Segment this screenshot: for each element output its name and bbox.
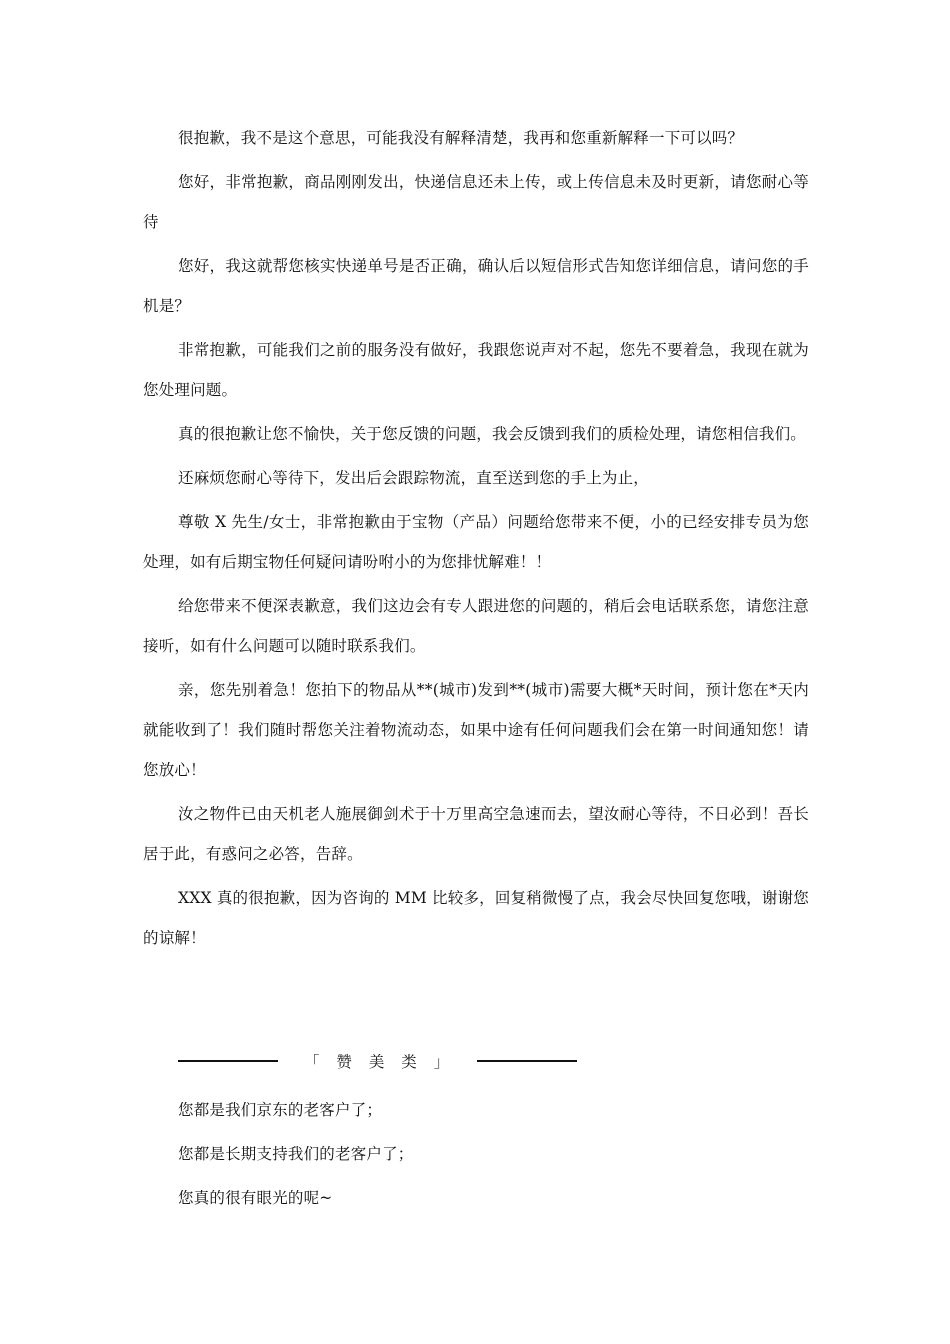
paragraph-10: 汝之物件已由天机老人施展御剑术于十万里高空急速而去，望汝耐心等待，不日必到！吾长居于此，有惑问之必答，告辞。	[143, 805, 809, 863]
paragraph-6: 还麻烦您耐心等待下，发出后会跟踪物流，直至送到您的手上为止，	[178, 469, 650, 487]
paragraph-3: 您好，我这就帮您核实快递单号是否正确，确认后以短信形式告知您详细信息，请问您的手机是？	[143, 257, 809, 315]
paragraph-7: 尊敬 X 先生/女士，非常抱歉由于宝物（产品）问题给您带来不便，小的已经安排专员为您处理，如有后期宝物任何疑问请吩咐小的为您排忧解难！！	[143, 513, 809, 571]
paragraph-1: 很抱歉，我不是这个意思，可能我没有解释清楚，我再和您重新解释一下可以吗？	[178, 129, 744, 147]
apology-phrases	[143, 118, 809, 962]
section-title: 「 赞 美 类 」	[304, 1053, 456, 1071]
paragraph-5: 真的很抱歉让您不愉快，关于您反馈的问题，我会反馈到我们的质检处理，请您相信我们。	[178, 425, 807, 443]
paragraph-9: 亲，您先别着急！您拍下的物品从**(城市)发到**(城市)需要大概*天时间，预计您在*天内就能收到了！我们随时帮您关注着物流动态，如果中途有任何问题我们会在第一时间通知您！请您放心！	[143, 681, 809, 779]
right-rule	[477, 1060, 577, 1062]
praise-item-2: 您都是长期支持我们的老客户了；	[178, 1145, 414, 1163]
left-rule	[178, 1060, 278, 1062]
paragraph-8: 给您带来不便深表歉意，我们这边会有专人跟进您的问题的，稍后会电话联系您，请您注意接听，如有什么问题可以随时联系我们。	[143, 597, 809, 655]
praise-item-1: 您都是我们京东的老客户了；	[178, 1101, 383, 1119]
paragraph-2: 您好，非常抱歉，商品刚刚发出，快递信息还未上传，或上传信息未及时更新，请您耐心等待	[143, 173, 809, 231]
section-heading	[178, 1046, 598, 1076]
paragraph-11: XXX 真的很抱歉，因为咨询的 MM 比较多，回复稍微慢了点，我会尽快回复您哦，谢谢您的谅解！	[143, 889, 809, 947]
paragraph-4: 非常抱歉，可能我们之前的服务没有做好，我跟您说声对不起，您先不要着急，我现在就为您处理问题。	[143, 341, 809, 399]
praise-item-3: 您真的很有眼光的呢~	[178, 1189, 333, 1207]
praise-phrases	[178, 1088, 798, 1220]
